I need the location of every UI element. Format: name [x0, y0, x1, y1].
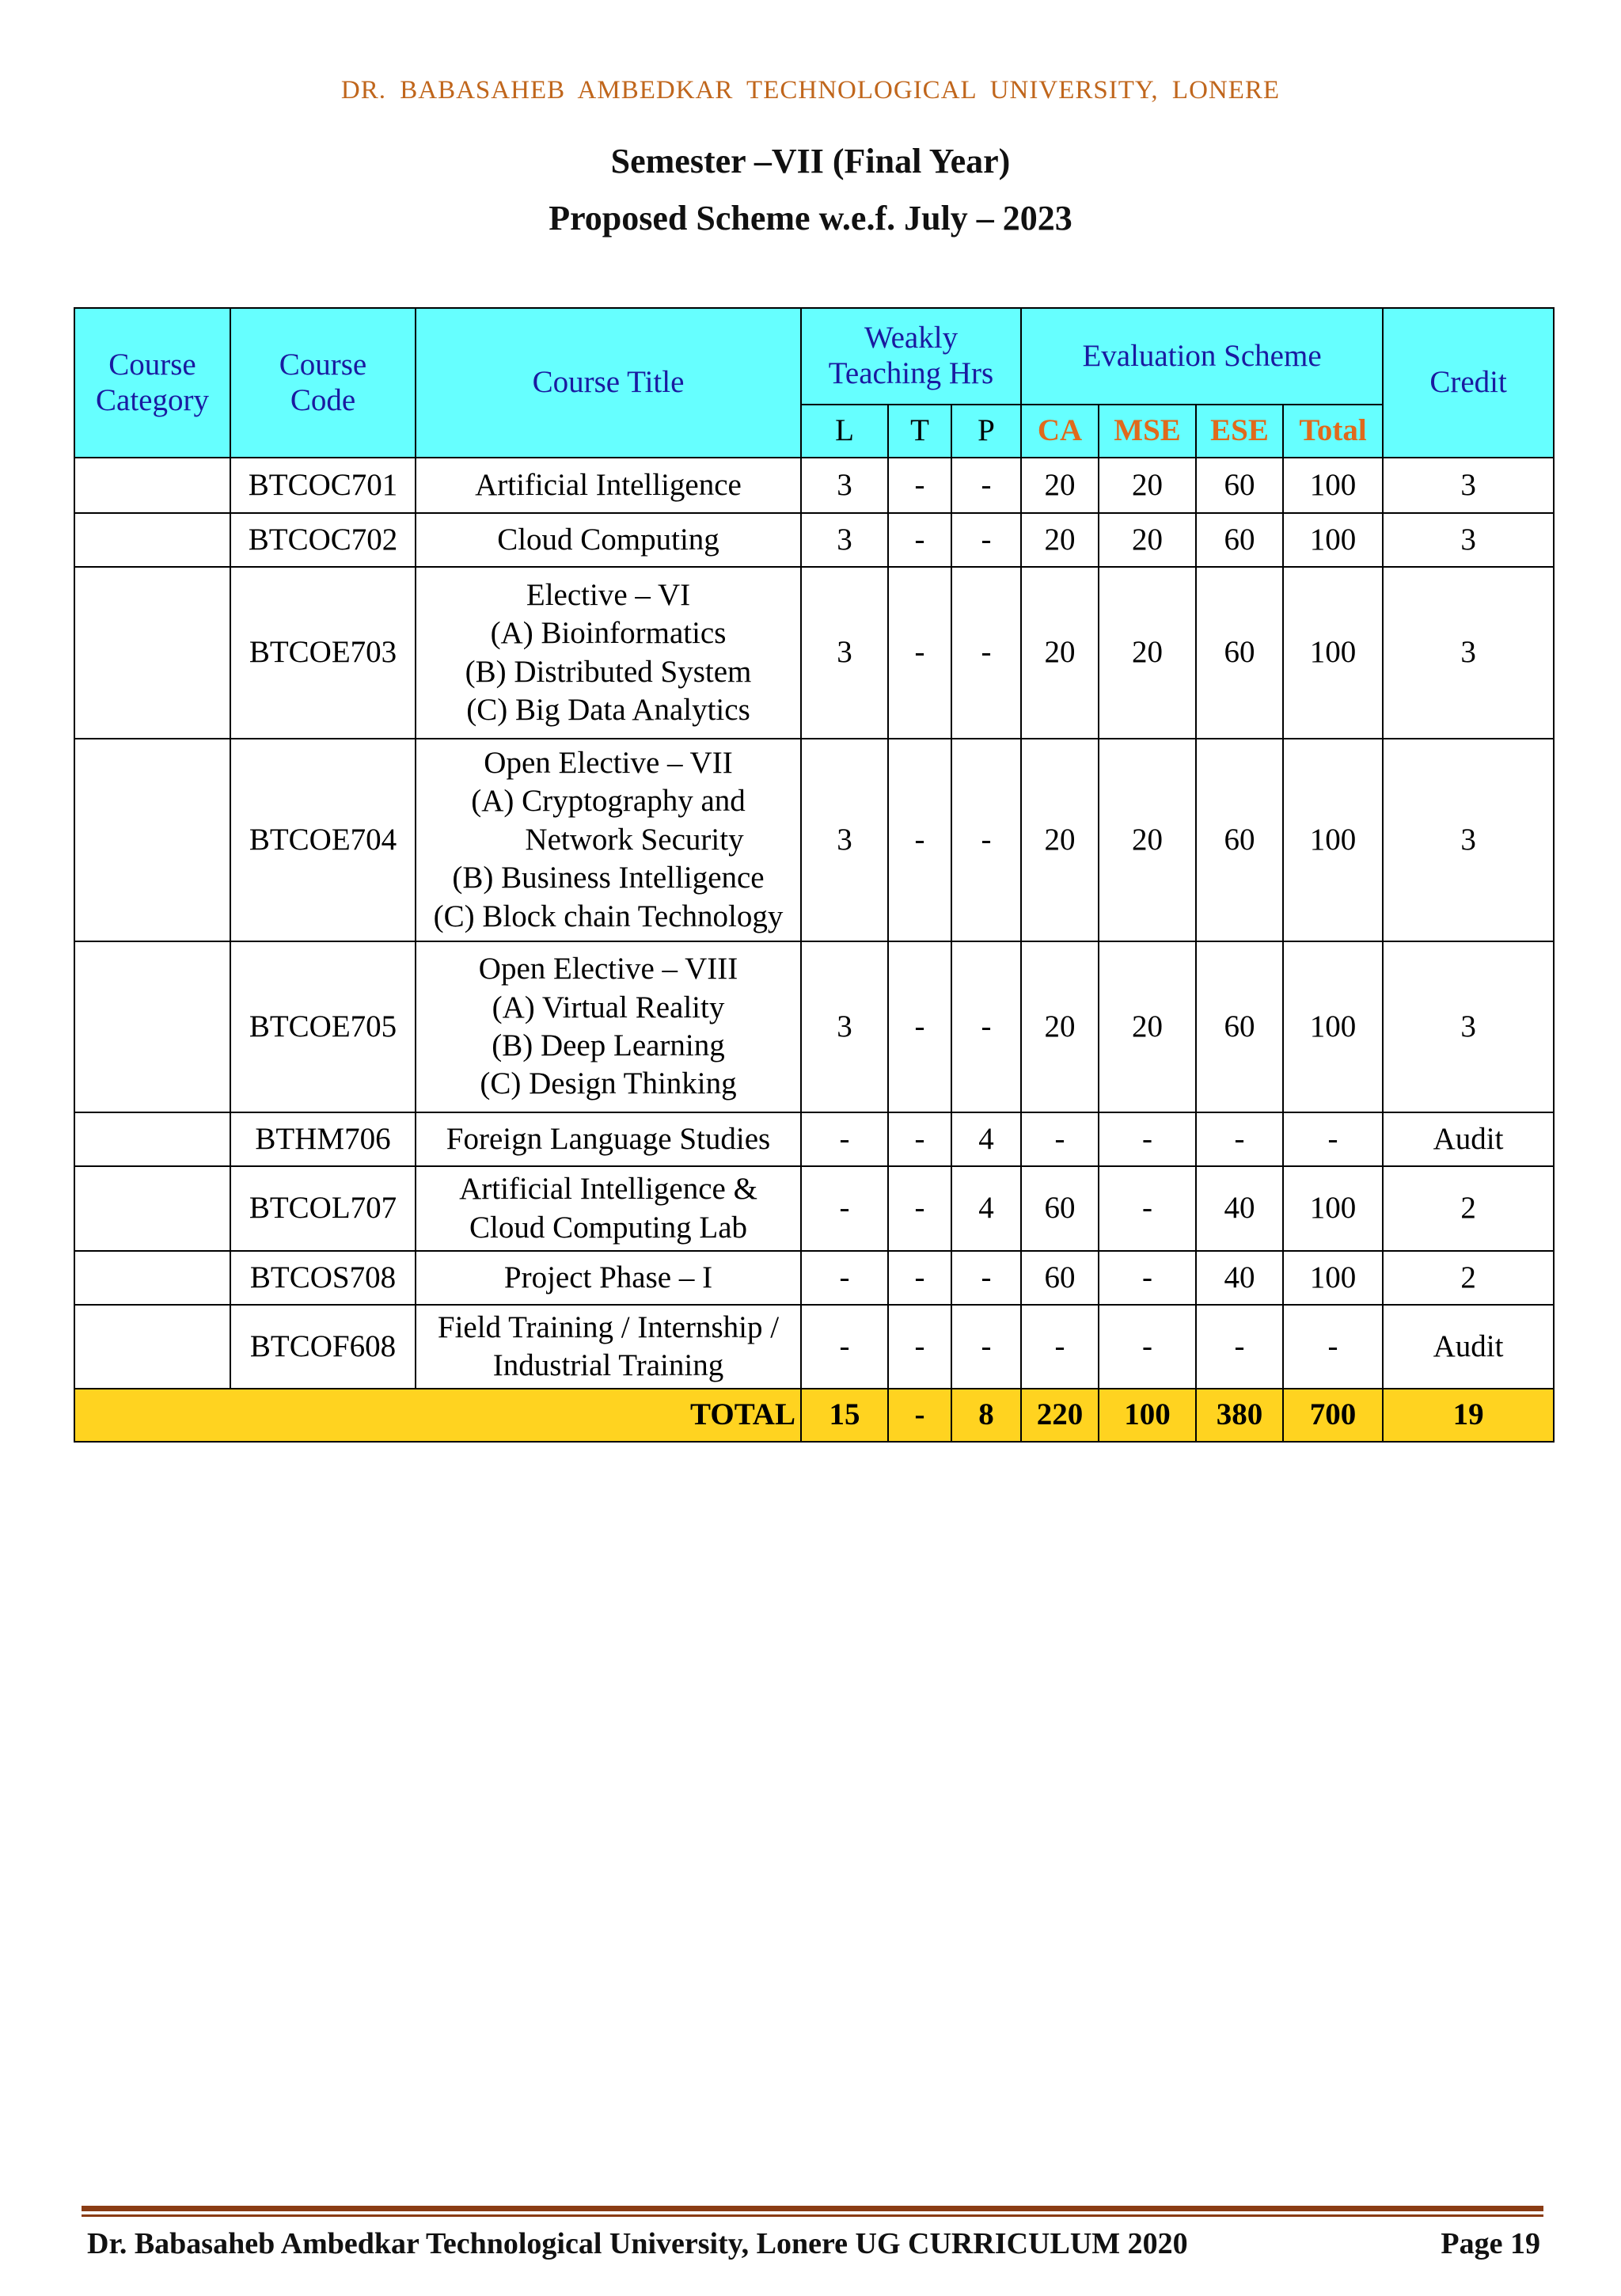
- category-cell: [74, 458, 230, 513]
- table-row: [74, 1305, 1554, 1389]
- eval-ca: 60: [1021, 1166, 1099, 1251]
- page-title: Semester –VII (Final Year): [610, 142, 1011, 181]
- hrs-l: 3: [801, 458, 888, 513]
- eval-total: 100: [1283, 1251, 1383, 1305]
- eval-total: -: [1283, 1305, 1383, 1389]
- eval-total: 100: [1283, 941, 1383, 1112]
- hrs-t: -: [888, 1112, 951, 1166]
- header-l: L: [801, 405, 888, 458]
- hrs-t: -: [888, 1251, 951, 1305]
- total-ese: 380: [1196, 1389, 1283, 1442]
- eval-total: -: [1283, 1112, 1383, 1166]
- total-l: 15: [801, 1389, 888, 1442]
- credit-value: 3: [1383, 739, 1554, 941]
- eval-mse: 20: [1099, 739, 1196, 941]
- table-row: [74, 567, 1554, 739]
- category-cell: [74, 1166, 230, 1251]
- course-title: Open Elective – VIII (A) Virtual Reality (B) Deep Learning (C) Design Thinking: [416, 941, 801, 1112]
- eval-mse: -: [1099, 1112, 1196, 1166]
- header-evaluation-scheme: Evaluation Scheme: [1021, 308, 1383, 405]
- hrs-p: -: [951, 458, 1021, 513]
- eval-mse: 20: [1099, 941, 1196, 1112]
- eval-ese: 60: [1196, 941, 1283, 1112]
- eval-mse: 20: [1099, 567, 1196, 739]
- eval-ese: 60: [1196, 458, 1283, 513]
- hrs-t: -: [888, 567, 951, 739]
- eval-ese: -: [1196, 1305, 1283, 1389]
- hrs-t: -: [888, 513, 951, 567]
- total-credit: 19: [1383, 1389, 1554, 1442]
- hrs-l: -: [801, 1112, 888, 1166]
- eval-total: 100: [1283, 458, 1383, 513]
- category-cell: [74, 1112, 230, 1166]
- total-row: [74, 1389, 1554, 1442]
- eval-ese: 60: [1196, 513, 1283, 567]
- hrs-t: -: [888, 1305, 951, 1389]
- eval-ca: 60: [1021, 1251, 1099, 1305]
- total-label: TOTAL: [74, 1389, 801, 1442]
- footer-text: Dr. Babasaheb Ambedkar Technological University, Lonere UG CURRICULUM 2020: [87, 2227, 1188, 2260]
- credit-value: 3: [1383, 513, 1554, 567]
- course-title: Foreign Language Studies: [416, 1112, 801, 1166]
- footer-rule-thin: [82, 2214, 1543, 2217]
- table-row: [74, 458, 1554, 513]
- header-mse: MSE: [1099, 405, 1196, 458]
- credit-value: 3: [1383, 567, 1554, 739]
- credit-value: Audit: [1383, 1305, 1554, 1389]
- total-mse: 100: [1099, 1389, 1196, 1442]
- hrs-p: -: [951, 1251, 1021, 1305]
- course-code: BTCOE705: [230, 941, 416, 1112]
- header-teaching-hrs: Weakly Teaching Hrs: [801, 308, 1021, 405]
- header-p: P: [951, 405, 1021, 458]
- hrs-l: -: [801, 1251, 888, 1305]
- header-course-title: Course Title: [416, 308, 801, 458]
- header-ese: ESE: [1196, 405, 1283, 458]
- eval-total: 100: [1283, 739, 1383, 941]
- total-total: 700: [1283, 1389, 1383, 1442]
- hrs-p: -: [951, 739, 1021, 941]
- hrs-p: -: [951, 941, 1021, 1112]
- course-code: BTCOE703: [230, 567, 416, 739]
- header-course-category: Course Category: [74, 308, 230, 458]
- course-code: BTCOC701: [230, 458, 416, 513]
- category-cell: [74, 1251, 230, 1305]
- hrs-p: -: [951, 1305, 1021, 1389]
- total-p: 8: [951, 1389, 1021, 1442]
- table-row: [74, 513, 1554, 567]
- eval-ese: -: [1196, 1112, 1283, 1166]
- scheme-table: [74, 307, 1555, 1443]
- course-code: BTCOC702: [230, 513, 416, 567]
- eval-ese: 60: [1196, 567, 1283, 739]
- credit-value: 2: [1383, 1166, 1554, 1251]
- total-t: -: [888, 1389, 951, 1442]
- eval-mse: 20: [1099, 458, 1196, 513]
- eval-ca: 20: [1021, 458, 1099, 513]
- page-subtitle: Proposed Scheme w.e.f. July – 2023: [549, 199, 1072, 238]
- header-ca: CA: [1021, 405, 1099, 458]
- header-course-code: Course Code: [230, 308, 416, 458]
- course-title: Artificial Intelligence: [416, 458, 801, 513]
- category-cell: [74, 567, 230, 739]
- hrs-t: -: [888, 1166, 951, 1251]
- eval-total: 100: [1283, 567, 1383, 739]
- eval-ese: 60: [1196, 739, 1283, 941]
- hrs-l: 3: [801, 941, 888, 1112]
- eval-ca: 20: [1021, 739, 1099, 941]
- table-row: [74, 1166, 1554, 1251]
- eval-mse: -: [1099, 1305, 1196, 1389]
- total-ca: 220: [1021, 1389, 1099, 1442]
- hrs-l: 3: [801, 739, 888, 941]
- header-total: Total: [1283, 405, 1383, 458]
- course-title: Elective – VI (A) Bioinformatics (B) Distributed System (C) Big Data Analytics: [416, 567, 801, 739]
- credit-value: 3: [1383, 458, 1554, 513]
- hrs-l: -: [801, 1305, 888, 1389]
- course-code: BTCOS708: [230, 1251, 416, 1305]
- eval-ca: 20: [1021, 567, 1099, 739]
- university-header: DR. BABASAHEB AMBEDKAR TECHNOLOGICAL UNIVERSITY, LONERE: [340, 76, 1281, 105]
- course-title: Cloud Computing: [416, 513, 801, 567]
- hrs-t: -: [888, 458, 951, 513]
- eval-total: 100: [1283, 1166, 1383, 1251]
- credit-value: 3: [1383, 941, 1554, 1112]
- hrs-p: 4: [951, 1166, 1021, 1251]
- eval-ca: 20: [1021, 941, 1099, 1112]
- course-code: BTCOE704: [230, 739, 416, 941]
- hrs-l: 3: [801, 567, 888, 739]
- eval-mse: -: [1099, 1166, 1196, 1251]
- eval-mse: -: [1099, 1251, 1196, 1305]
- credit-value: 2: [1383, 1251, 1554, 1305]
- footer-rule: [82, 2206, 1543, 2211]
- table-row: [74, 1112, 1554, 1166]
- eval-mse: 20: [1099, 513, 1196, 567]
- eval-total: 100: [1283, 513, 1383, 567]
- hrs-p: -: [951, 567, 1021, 739]
- hrs-p: -: [951, 513, 1021, 567]
- eval-ese: 40: [1196, 1251, 1283, 1305]
- course-title: Artificial Intelligence & Cloud Computing Lab: [416, 1166, 801, 1251]
- course-code: BTCOL707: [230, 1166, 416, 1251]
- hrs-t: -: [888, 739, 951, 941]
- header-credit: Credit: [1383, 308, 1554, 458]
- eval-ca: -: [1021, 1305, 1099, 1389]
- eval-ca: -: [1021, 1112, 1099, 1166]
- course-title: Project Phase – I: [416, 1251, 801, 1305]
- hrs-l: 3: [801, 513, 888, 567]
- category-cell: [74, 1305, 230, 1389]
- eval-ese: 40: [1196, 1166, 1283, 1251]
- header-t: T: [888, 405, 951, 458]
- table-row: [74, 739, 1554, 941]
- page-number: Page 19: [1441, 2227, 1540, 2260]
- course-code: BTHM706: [230, 1112, 416, 1166]
- table-row: [74, 1251, 1554, 1305]
- category-cell: [74, 513, 230, 567]
- category-cell: [74, 941, 230, 1112]
- course-title: Open Elective – VII (A) Cryptography and Network Security (B) Business Intelligence (C) Block chain Technology: [416, 739, 801, 941]
- hrs-p: 4: [951, 1112, 1021, 1166]
- course-title: Field Training / Internship / Industrial Training: [416, 1305, 801, 1389]
- eval-ca: 20: [1021, 513, 1099, 567]
- course-code: BTCOF608: [230, 1305, 416, 1389]
- category-cell: [74, 739, 230, 941]
- table-row: [74, 941, 1554, 1112]
- credit-value: Audit: [1383, 1112, 1554, 1166]
- hrs-t: -: [888, 941, 951, 1112]
- hrs-l: -: [801, 1166, 888, 1251]
